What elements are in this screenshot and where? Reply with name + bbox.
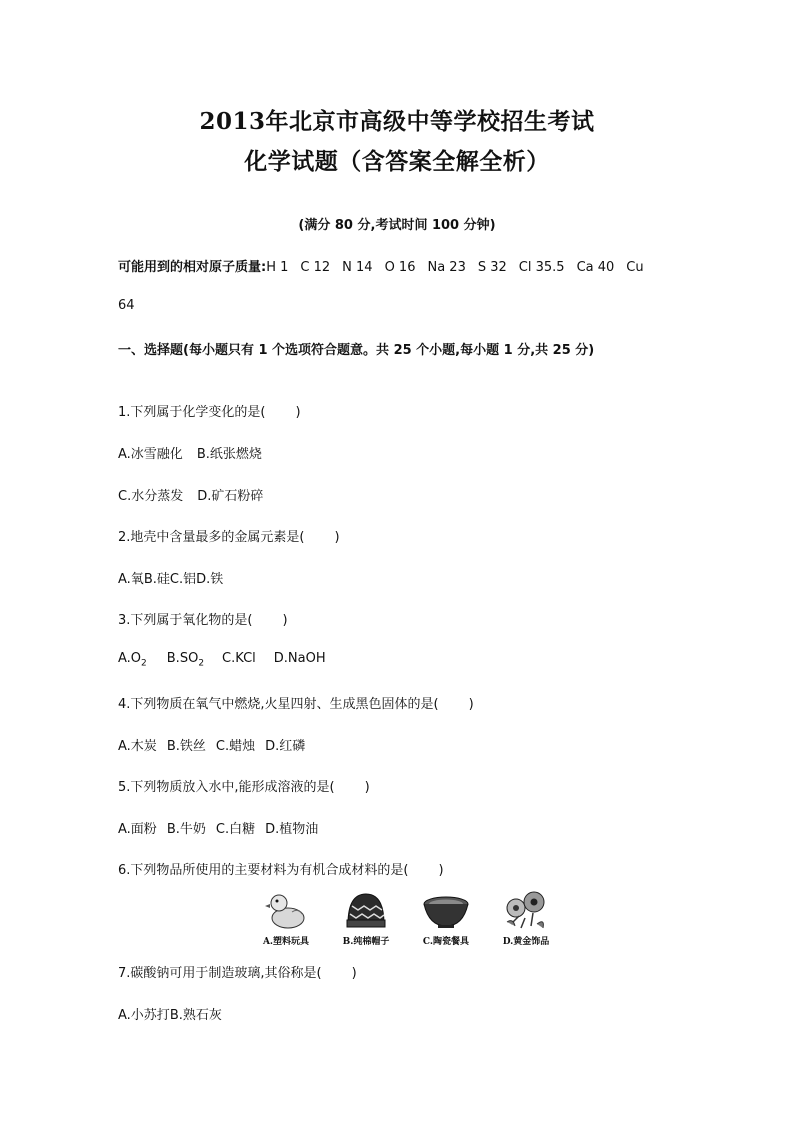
option: B.熟石灰 [169,1008,222,1023]
option: B.铁丝 [166,739,206,754]
figure-caption-b: B.纯棉帽子 [342,937,390,947]
question-3-stem: 3.下列属于氧化物的是( ) [118,613,288,628]
atomic-mass-cl: Cl 35.5 [518,260,565,275]
option: D.红磷 [265,739,306,754]
figure-caption-a: A.塑料玩具 [262,937,310,947]
question-1-options-cd [118,485,263,504]
question-6-figures [246,888,566,952]
atomic-mass-wrap: 64 [118,298,135,313]
question-1-stem: 1.下列属于化学变化的是( ) [118,405,301,420]
figure-caption-c: C.陶瓷餐具 [422,937,470,947]
atomic-mass-s: S 32 [477,260,507,275]
atomic-mass-c: C 12 [300,260,331,275]
gold-flower-icon [501,888,551,932]
option: B.纸张燃烧 [196,447,262,462]
option: C.KCl [222,651,256,666]
question-5-stem: 5.下列物质放入水中,能形成溶液的是( ) [118,780,370,795]
option: C.蜡烛 [215,739,256,754]
ceramic-bowl-icon [421,888,471,932]
question-2-stem: 2.地壳中含量最多的金属元素是( ) [118,530,340,545]
atomic-mass-na: Na 23 [427,260,466,275]
option: A.面粉 [118,822,157,837]
question-2-options [118,568,223,587]
duck-toy-icon [264,888,308,932]
section-heading: 一、选择题(每小题只有 1 个选项符合题意。共 25 个小题,每小题 1 分,共 25 分) [118,343,595,358]
question-6-stem: 6.下列物品所使用的主要材料为有机合成材料的是( ) [118,863,444,878]
option: B.牛奶 [166,822,206,837]
option: C.水分蒸发 [118,489,184,504]
figure-cotton-hat [326,888,406,947]
option: C.白糖 [215,822,256,837]
option: A.小苏打 [118,1008,170,1023]
option: D.矿石粉碎 [197,489,264,504]
atomic-mass-h: H 1 [266,260,289,275]
question-1-options-ab [118,443,262,462]
option: $B.SO_2$ [166,651,205,669]
atomic-mass-n: N 14 [342,260,373,275]
figure-plastic-toy [246,888,326,947]
option: D.植物油 [265,822,319,837]
atomic-mass-line [118,256,644,275]
option: B.硅 [143,572,170,587]
question-4-stem: 4.下列物质在氧气中燃烧,火星四射、生成黑色固体的是( ) [118,697,474,712]
exam-title: 2013年北京市高级中等学校招生考试 [199,108,595,135]
question-7-options [118,1004,222,1023]
figure-caption-d: D.黄金饰品 [502,937,550,947]
question-4-options [118,735,305,754]
option: A.冰雪融化 [118,447,183,462]
atomic-mass-label: 可能用到的相对原子质量: [118,260,267,275]
option: A.氧 [118,572,144,587]
atomic-mass-cu: Cu [626,260,644,275]
exam-subtitle: 化学试题（含答案全解全析） [244,148,550,175]
knit-hat-icon [344,888,388,932]
question-3-options [118,651,326,669]
option: D.铁 [196,572,224,587]
question-5-options [118,818,318,837]
option: C.铝 [169,572,197,587]
option: D.NaOH [273,651,326,666]
atomic-mass-o: O 16 [384,260,416,275]
atomic-mass-ca: Ca 40 [576,260,615,275]
option: A.木炭 [118,739,157,754]
option: $A.O_2$ [118,651,147,669]
figure-ceramic-bowl [406,888,486,947]
question-7-stem: 7.碳酸钠可用于制造玻璃,其俗称是( ) [118,966,357,981]
score-time-note: (满分 80 分,考试时间 100 分钟) [298,218,496,233]
figure-gold-ornament [486,888,566,947]
